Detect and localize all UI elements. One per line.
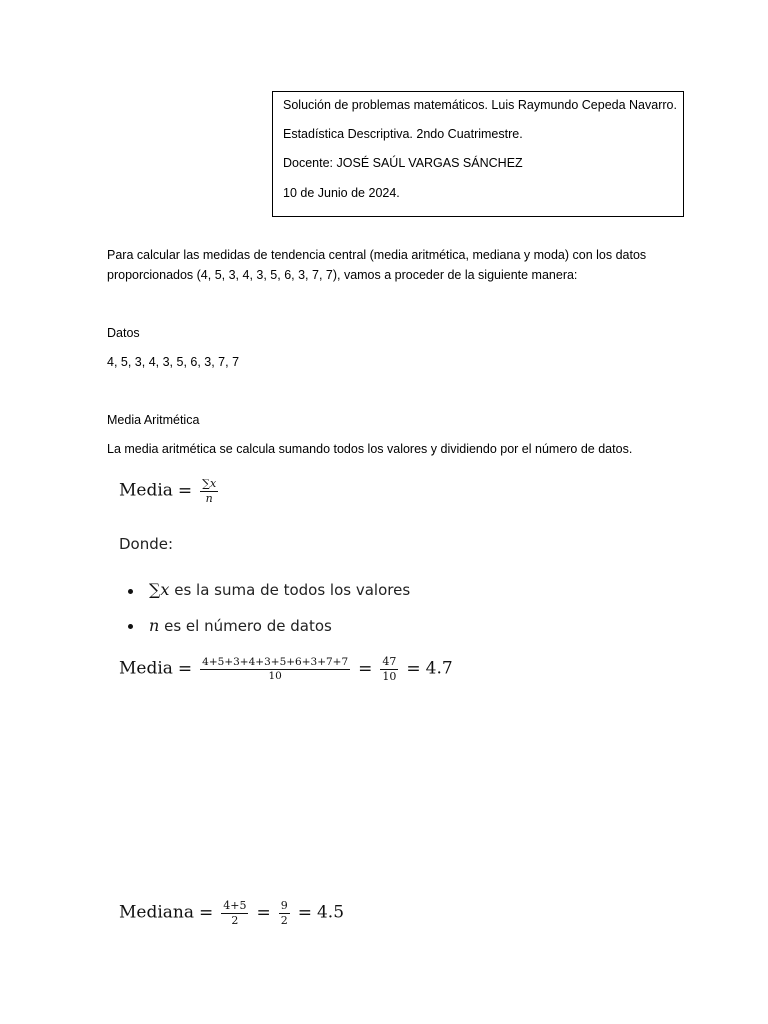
donde-label: Donde: <box>119 535 174 553</box>
bullet-dot <box>128 624 133 629</box>
media-calculation: Media = $\frac{4+5+3+4+3+5+6+3+7+7}{10}$ = $\frac{47}{10}$ = 4.7 <box>119 655 453 683</box>
header-course: Estadística Descriptiva. 2ndo Cuatrimestre. <box>283 127 523 141</box>
mediana-numerator: 4+5 <box>223 899 247 912</box>
mediana-calculation: Mediana = $\frac{4+5}{2}$ = $\frac{9}{2}$ = 4.5 <box>119 899 345 927</box>
media-formula-numerator: ∑x <box>202 477 217 490</box>
bullet-sum-text: es la suma de todos los valores <box>174 581 411 599</box>
media-heading: Media Aritmética <box>107 413 200 427</box>
mediana-denominator-2: 2 <box>280 913 288 927</box>
media-calc-lhs: Media <box>119 658 173 679</box>
header-date: 10 de Junio de 2024. <box>283 186 400 200</box>
bullet-n-symbol: n <box>149 616 160 635</box>
media-description: La media aritmética se calcula sumando todos los valores y dividiendo por el número de datos. <box>107 442 633 456</box>
mediana-result: 4.5 <box>316 902 345 923</box>
bullet-n <box>149 616 332 635</box>
media-formula-lhs: Media <box>119 480 173 501</box>
media-formula: Media = $\frac{\sum x}{n}$ <box>119 477 217 505</box>
media-calc-denominator: 10 <box>268 669 282 682</box>
media-calc-denominator-2: 10 <box>382 669 397 683</box>
mediana-lhs: Mediana <box>119 902 195 923</box>
mediana-numerator-2: 9 <box>280 899 288 912</box>
header-box <box>272 91 684 217</box>
bullet-sum-symbol: ∑x <box>149 580 170 599</box>
mediana-denominator: 2 <box>231 913 239 927</box>
bullet-sum <box>149 580 410 599</box>
header-teacher: Docente: JOSÉ SAÚL VARGAS SÁNCHEZ <box>283 156 523 170</box>
datos-values: 4, 5, 3, 4, 3, 5, 6, 3, 7, 7 <box>107 355 240 369</box>
bullet-n-text: es el número de datos <box>164 617 332 635</box>
media-calc-result: 4.7 <box>425 658 453 679</box>
media-calc-numerator: 4+5+3+4+3+5+6+3+7+7 <box>200 657 350 670</box>
intro-line-2: proporcionados (4, 5, 3, 4, 3, 5, 6, 3, 7, 7), vamos a proceder de la siguiente manera: <box>107 268 578 282</box>
datos-heading: Datos <box>107 326 140 340</box>
media-calc-numerator-2: 47 <box>382 655 397 668</box>
media-formula-denominator: n <box>205 491 213 505</box>
bullet-dot <box>128 589 133 594</box>
intro-line-1: Para calcular las medidas de tendencia central (media aritmética, mediana y moda) con los datos <box>107 248 647 262</box>
header-title: Solución de problemas matemáticos. Luis Raymundo Cepeda Navarro. <box>283 98 677 112</box>
